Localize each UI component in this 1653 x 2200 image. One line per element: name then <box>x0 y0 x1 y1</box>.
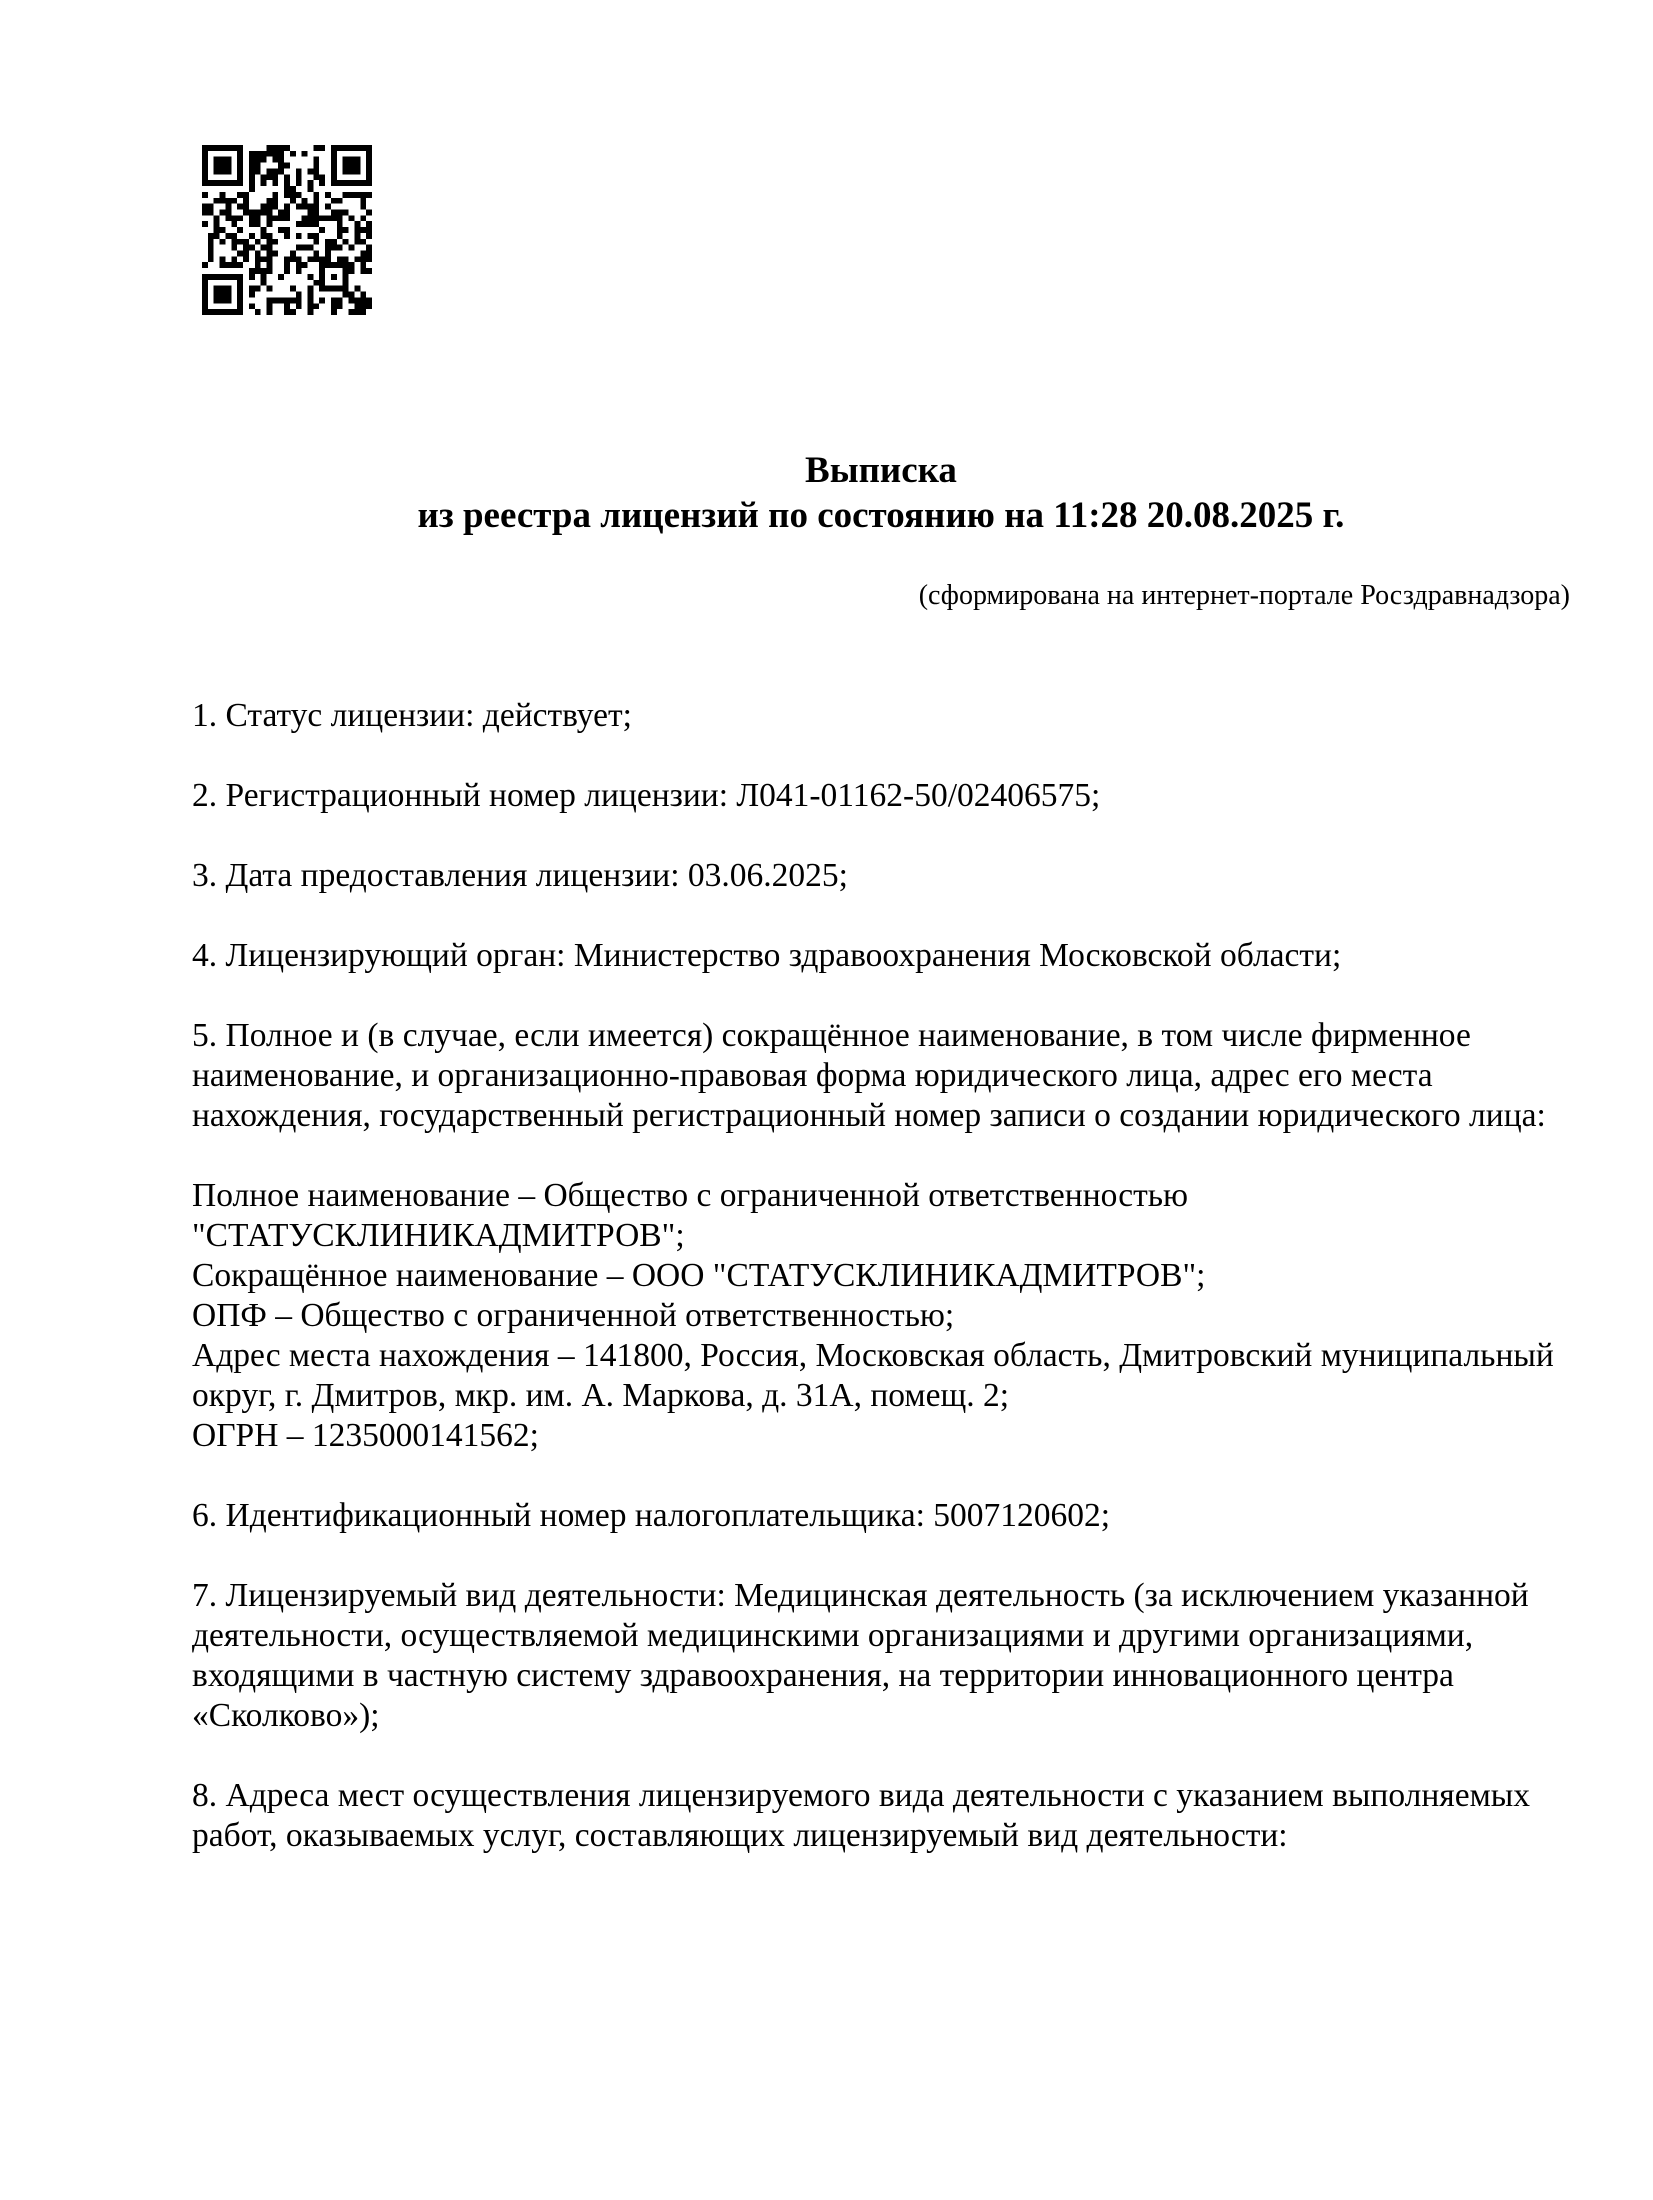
paragraph-line: 6. Идентификационный номер налогоплательщика: 5007120602; <box>192 1497 1111 1534</box>
paragraph-line: 3. Дата предоставления лицензии: 03.06.2025; <box>192 857 848 894</box>
paragraph-line: 8. Адреса мест осуществления лицензируемого вида деятельности с указанием выполняемых работ, оказываемых услуг, составляющих лицензируемый вид деятельности: <box>192 1777 1531 1854</box>
paragraph-line: 7. Лицензируемый вид деятельности: Медицинская деятельность (за исключением указанной деятельности, осуществляемой медицинскими организациями и другими организациями, входящими в частную систему здравоохранения, на территории инновационного центра «Сколково»); <box>192 1577 1529 1734</box>
paragraph-line: Полное наименование – Общество с ограниченной ответственностью "СТАТУСКЛИНИКАДМИТРОВ"; <box>192 1177 1189 1254</box>
body-paragraph <box>192 1776 1570 1856</box>
paragraph-line: 5. Полное и (в случае, если имеется) сокращённое наименование, в том числе фирменное наименование, и организационно-правовая форма юридического лица, адрес его места нахождения, государственный регистрационный номер записи о создании юридического лица: <box>192 1017 1546 1134</box>
paragraph-line: ОПФ – Общество с ограниченной ответственностью; <box>192 1297 955 1334</box>
title-line-2: из реестра лицензий по состоянию на 11:28 20.08.2025 г. <box>417 495 1345 536</box>
body-paragraph <box>192 1176 1570 1456</box>
body-paragraph <box>192 1576 1570 1736</box>
body-paragraph <box>192 776 1570 816</box>
body-paragraph <box>192 1016 1570 1136</box>
body-paragraph <box>192 1496 1570 1536</box>
paragraph-line: Сокращённое наименование – ООО "СТАТУСКЛИНИКАДМИТРОВ"; <box>192 1257 1206 1294</box>
paragraph-line: 1. Статус лицензии: действует; <box>192 697 632 734</box>
document-content <box>192 448 1570 1856</box>
body-paragraph <box>192 936 1570 976</box>
paragraph-line: 2. Регистрационный номер лицензии: Л041-01162-50/02406575; <box>192 777 1101 814</box>
paragraph-line: 4. Лицензирующий орган: Министерство здравоохранения Московской области; <box>192 937 1342 974</box>
body-paragraph <box>192 856 1570 896</box>
document-body <box>192 696 1570 1856</box>
qr-code-icon <box>202 145 372 315</box>
title-line-1: Выписка <box>805 450 957 491</box>
qr-code-image <box>202 145 372 315</box>
body-paragraph <box>192 696 1570 736</box>
paragraph-line: Адрес места нахождения – 141800, Россия, Московская область, Дмитровский муниципальный округ, г. Дмитров, мкр. им. А. Маркова, д. 31А, помещ. 2; <box>192 1337 1554 1414</box>
document-subtitle: (сформирована на интернет-портале Росздравнадзора) <box>918 580 1570 611</box>
paragraph-line: ОГРН – 1235000141562; <box>192 1417 539 1454</box>
document-title <box>192 448 1570 538</box>
